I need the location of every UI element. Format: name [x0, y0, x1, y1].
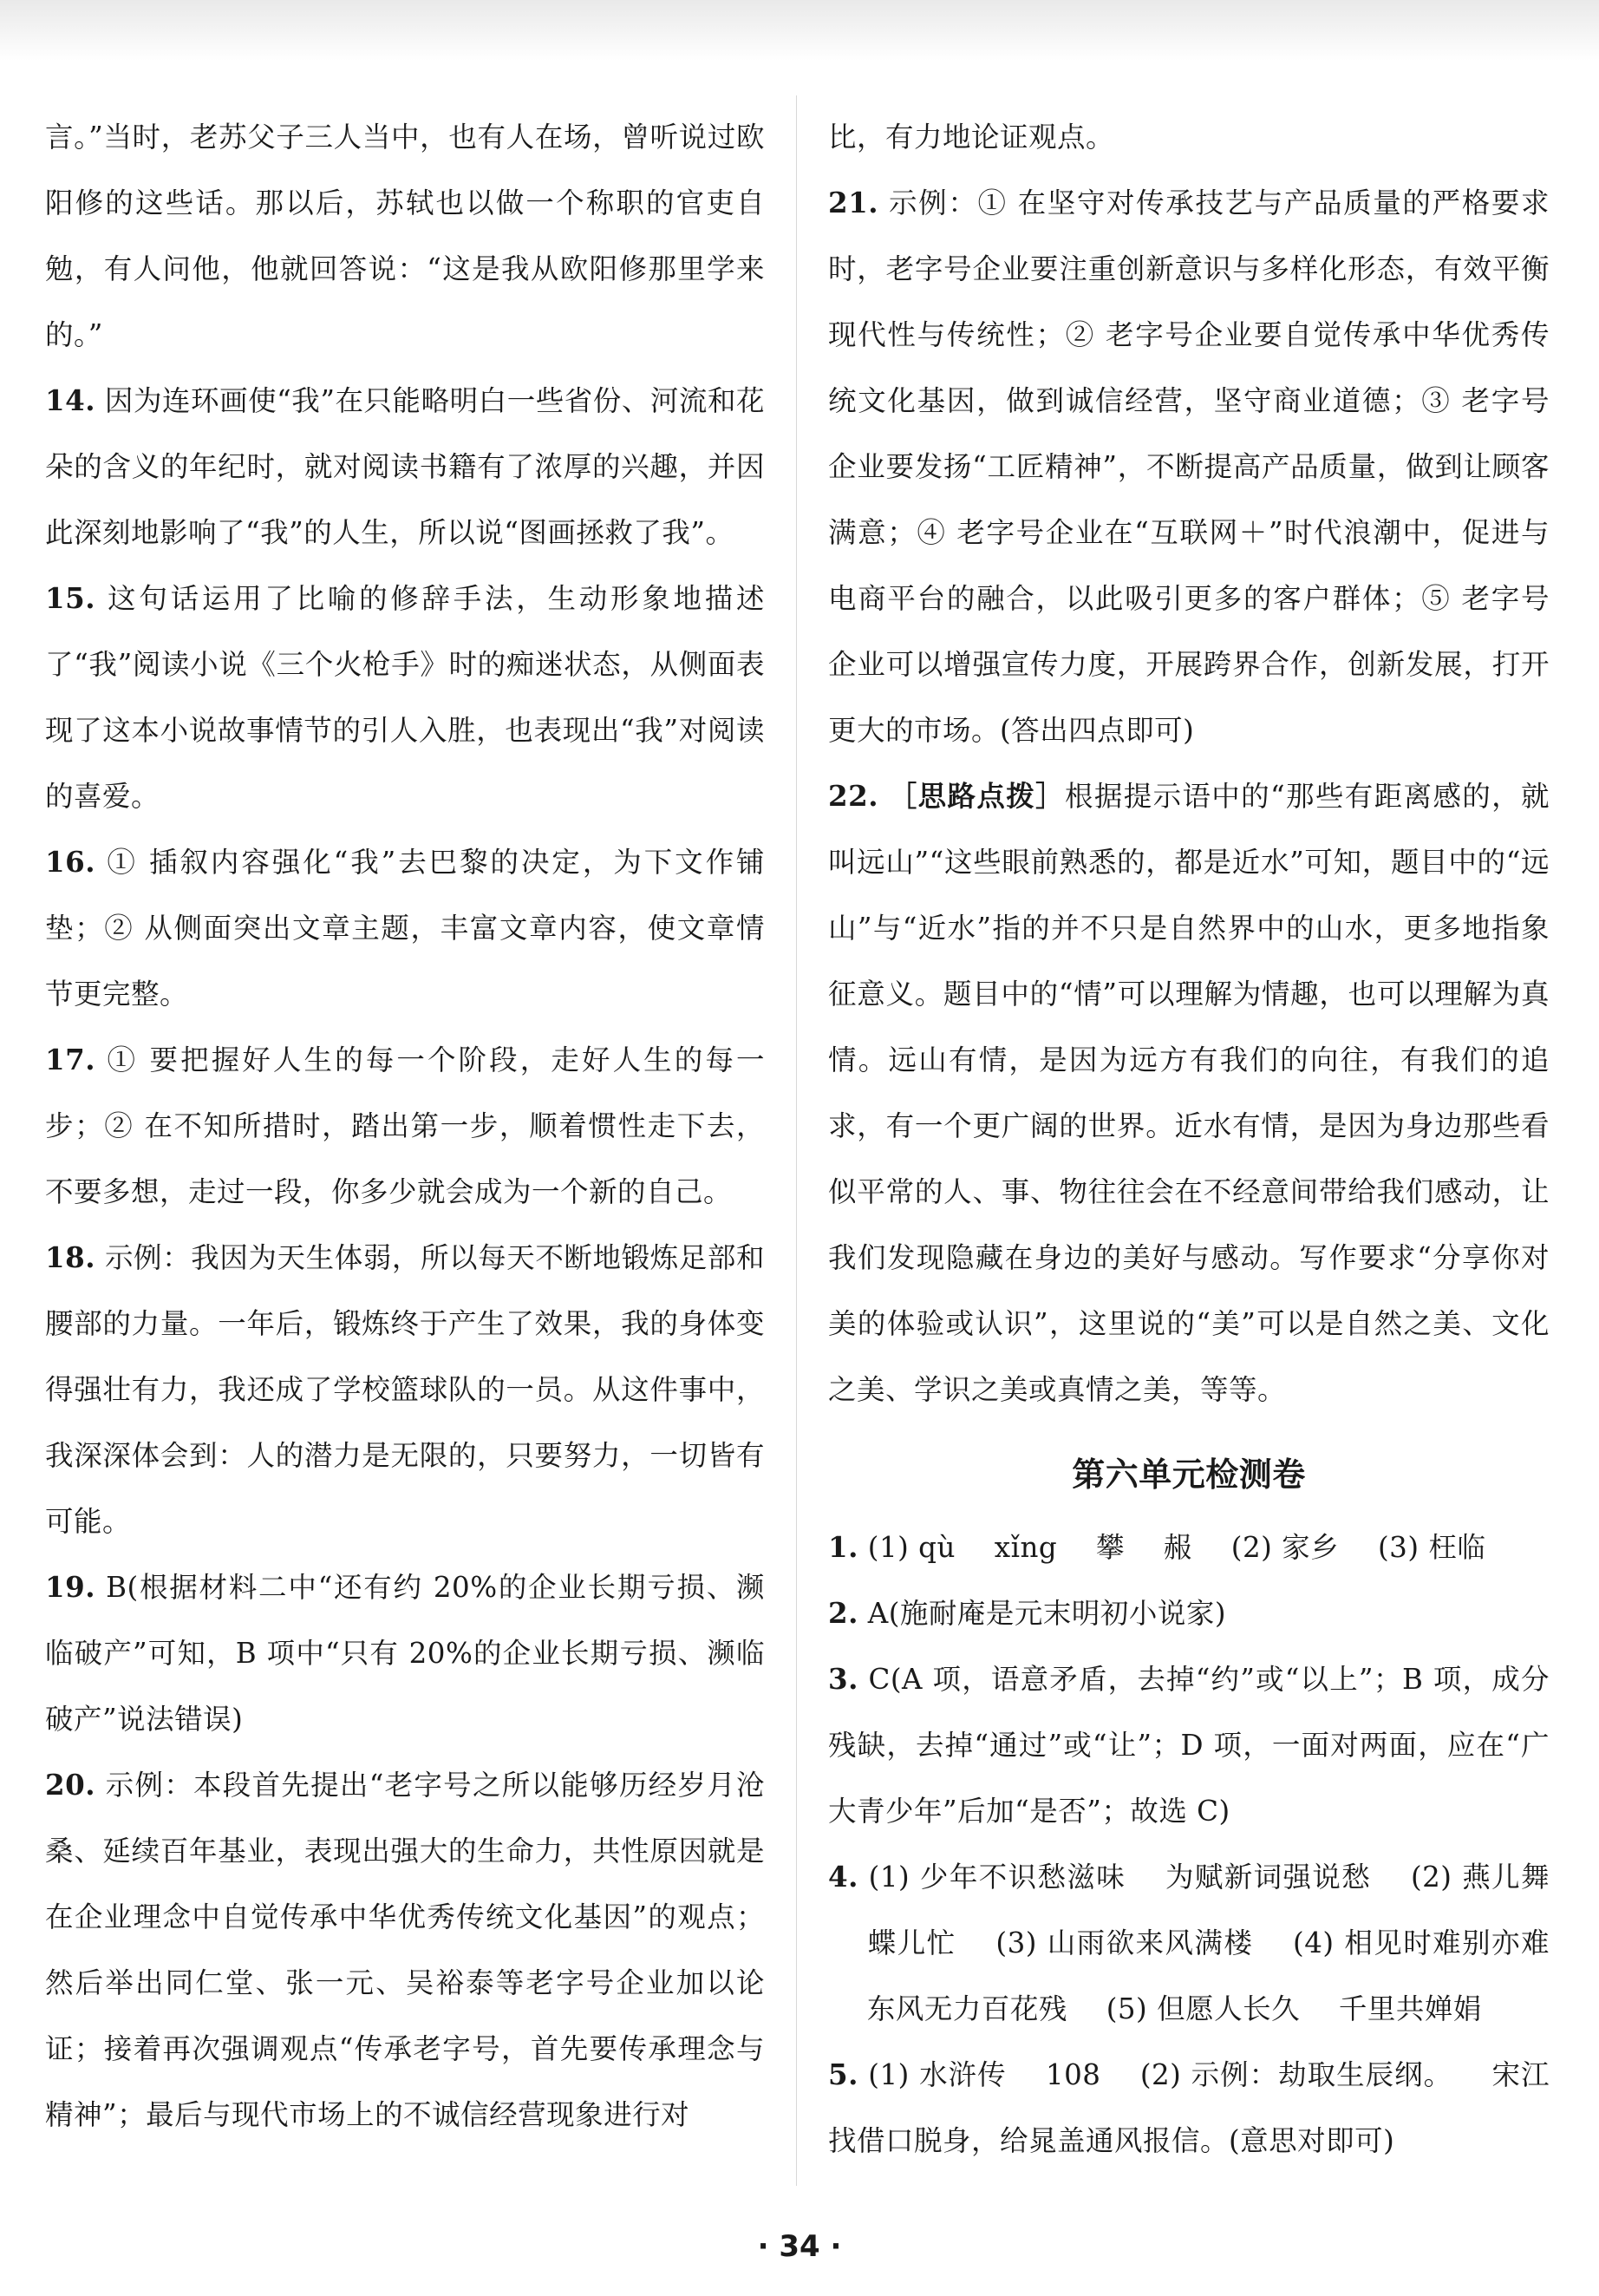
unit6-answer-1-part-4: 赧 [1163, 1531, 1192, 1564]
unit6-answer-1-number: 1. [828, 1530, 858, 1564]
unit6-answer-4-part-2: 为赋新词强说愁 [1165, 1861, 1372, 1894]
unit6-answer-4 [828, 1844, 1550, 2042]
answer-19 [45, 1554, 765, 1752]
q20-tail-text: 比，有力地论证观点。 [828, 121, 1115, 154]
answer-16-number: 16. [45, 845, 96, 879]
unit6-answer-3-number: 3. [828, 1662, 858, 1696]
unit6-answer-1-part-1: (1) qù [867, 1531, 956, 1564]
answer-18-number: 18. [45, 1240, 96, 1274]
unit6-answer-1-part-3: 攀 [1096, 1531, 1126, 1564]
answer-16-text: ① 插叙内容强化“我”去巴黎的决定，为下文作铺垫；② 从侧面突出文章主题，丰富文章内容，使文章情节更完整。 [45, 846, 765, 1011]
q13-tail-text: 言。”当时，老苏父子三人当中，也有人在场，曾听说过欧阳修的这些话。那以后，苏轼也以做一个称职的官吏自勉，有人问他，他就回答说：“这是我从欧阳修那里学来的。” [45, 121, 765, 351]
answer-16 [45, 829, 765, 1027]
answer-14-text: 因为连环画使“我”在只能略明白一些省份、河流和花朵的含义的年纪时，就对阅读书籍有了浓厚的兴趣，并因此深刻地影响了“我”的人生，所以说“图画拯救了我”。 [45, 384, 765, 549]
unit6-answer-1-part-5: (2) 家乡 [1230, 1531, 1340, 1564]
answer-21-number: 21. [828, 186, 879, 219]
unit6-answer-4-part-8: (5) 但愿人长久 [1106, 1992, 1301, 2025]
unit6-answer-4-part-1: (1) 少年不识愁滋味 [868, 1861, 1126, 1894]
answer-14-number: 14. [45, 383, 96, 417]
right-column [828, 104, 1550, 2174]
unit6-answer-4-part-5: (3) 山雨欲来风满楼 [995, 1926, 1254, 1959]
answer-17-text: ① 要把握好人生的每一个阶段，走好人生的每一步；② 在不知所措时，踏出第一步，顺着惯性走下去，不要多想，走过一段，你多少就会成为一个新的自己。 [45, 1043, 765, 1208]
answer-15-number: 15. [45, 581, 96, 615]
answer-22-tag: ［思路点拨］ [888, 779, 1065, 813]
unit6-answer-5-part-2: 108 [1045, 2058, 1101, 2091]
column-divider [796, 95, 797, 2186]
unit6-answer-1 [828, 1514, 1550, 1580]
q13-tail [45, 104, 765, 368]
answer-18-text: 示例：我因为天生体弱，所以每天不断地锻炼足部和腰部的力量。一年后，锻炼终于产生了效果，我的身体变得强壮有力，我还成了学校篮球队的一员。从这件事中，我深深体会到：人的潜力是无限的，只要努力，一切皆有可能。 [45, 1241, 765, 1538]
unit6-answer-4-part-9: 千里共婵娟 [1338, 1992, 1482, 2025]
q20-tail [828, 104, 1550, 170]
unit6-answer-3-text: C(A 项，语意矛盾，去掉“约”或“以上”；B 项，成分残缺，去掉“通过”或“让”；D 项，一面对两面，应在“广大青少年”后加“是否”；故选 C) [828, 1663, 1550, 1828]
unit6-answer-1-part-6: (3) 枉临 [1377, 1531, 1486, 1564]
answer-22-text: 根据提示语中的“那些有距离感的，就叫远山”“这些眼前熟悉的，都是近水”可知，题目中的“远山”与“近水”指的并不只是自然界中的山水，更多地指象征意义。题目中的“情”可以理解为情趣，也可以理解为真情。远山有情，是因为远方有我们的向往，有我们的追求，有一个更广阔的世界。近水有情，是因为身边那些看似平常的人、事、物往往会在不经意间带给我们感动，让我们发现隐藏在身边的美好与感动。写作要求“分享你对美的体验或认识”，这里说的“美”可以是自然之美、文化之美、学识之美或真情之美，等等。 [828, 780, 1550, 1406]
section-title: 第六单元检测卷 [1072, 1455, 1306, 1494]
page-top-shadow [0, 0, 1599, 61]
unit6-answer-4-part-7: 东风无力百花残 [866, 1992, 1067, 2025]
unit6-answer-1-part-2: xǐng [994, 1531, 1058, 1564]
unit6-answer-2 [828, 1580, 1550, 1646]
answer-22-number: 22. [828, 779, 879, 813]
unit6-answer-2-number: 2. [828, 1596, 858, 1630]
unit6-answer-4-part-3: (2) 燕儿舞 [1410, 1861, 1550, 1894]
answer-15 [45, 566, 765, 829]
unit6-answer-5-part-3: (2) 示例：劫取生辰纲。 [1139, 2058, 1453, 2091]
answer-14 [45, 368, 765, 566]
unit6-answer-4-part-6: (4) 相见时难别亦难 [1293, 1926, 1550, 1959]
answer-22 [828, 763, 1550, 1423]
answer-19-number: 19. [45, 1570, 96, 1604]
answer-21 [828, 170, 1550, 763]
unit6-answer-3 [828, 1646, 1550, 1844]
answer-17-number: 17. [45, 1043, 96, 1076]
answer-17 [45, 1027, 765, 1225]
page-number: · 34 · [757, 2229, 842, 2264]
answer-19-text: B(根据材料二中“还有约 20%的企业长期亏损、濒临破产”可知，B 项中“只有 20%的企业长期亏损、濒临破产”说法错误) [45, 1571, 765, 1736]
unit6-answer-5 [828, 2042, 1550, 2174]
unit6-answer-5-number: 5. [828, 2057, 858, 2091]
answer-18 [45, 1225, 765, 1554]
unit6-answer-4-part-4: 蝶儿忙 [867, 1926, 956, 1959]
unit6-answer-5-part-4: 宋江找借口脱身，给晁盖通风报信。(意思对即可) [828, 2058, 1550, 2157]
unit6-answer-2-text: A(施耐庵是元末明初小说家) [867, 1597, 1227, 1630]
answer-15-text: 这句话运用了比喻的修辞手法，生动形象地描述了“我”阅读小说《三个火枪手》时的痴迷状态，从侧面表现了这本小说故事情节的引人入胜，也表现出“我”对阅读的喜爱。 [45, 582, 765, 813]
answer-20 [45, 1752, 765, 2148]
answer-20-number: 20. [45, 1768, 96, 1802]
left-column [45, 104, 765, 2148]
unit6-answer-5-part-1: (1) 水浒传 [868, 2058, 1007, 2091]
answer-20-text: 示例：本段首先提出“老字号之所以能够历经岁月沧桑、延续百年基业，表现出强大的生命力，共性原因就是在企业理念中自觉传承中华优秀传统文化基因”的观点；然后举出同仁堂、张一元、吴裕泰等老字号企业加以论证；接着再次强调观点“传承老字号，首先要传承理念与精神”；最后与现代市场上的不诚信经营现象进行对 [45, 1769, 765, 2131]
answer-21-text: 示例：① 在坚守对传承技艺与产品质量的严格要求时，老字号企业要注重创新意识与多样化形态，有效平衡现代性与传统性；② 老字号企业要自觉传承中华优秀传统文化基因，做到诚信经营，坚守商业道德；③ 老字号企业要发扬“工匠精神”，不断提高产品质量，做到让顾客满意；④ 老字号企业在“互联网＋”时代浪潮中，促进与电商平台的融合，以此吸引更多的客户群体；⑤ 老字号企业可以增强宣传力度，开展跨界合作，创新发展，打开更大的市场。(答出四点即可) [828, 186, 1550, 747]
unit6-answer-4-number: 4. [828, 1860, 858, 1894]
